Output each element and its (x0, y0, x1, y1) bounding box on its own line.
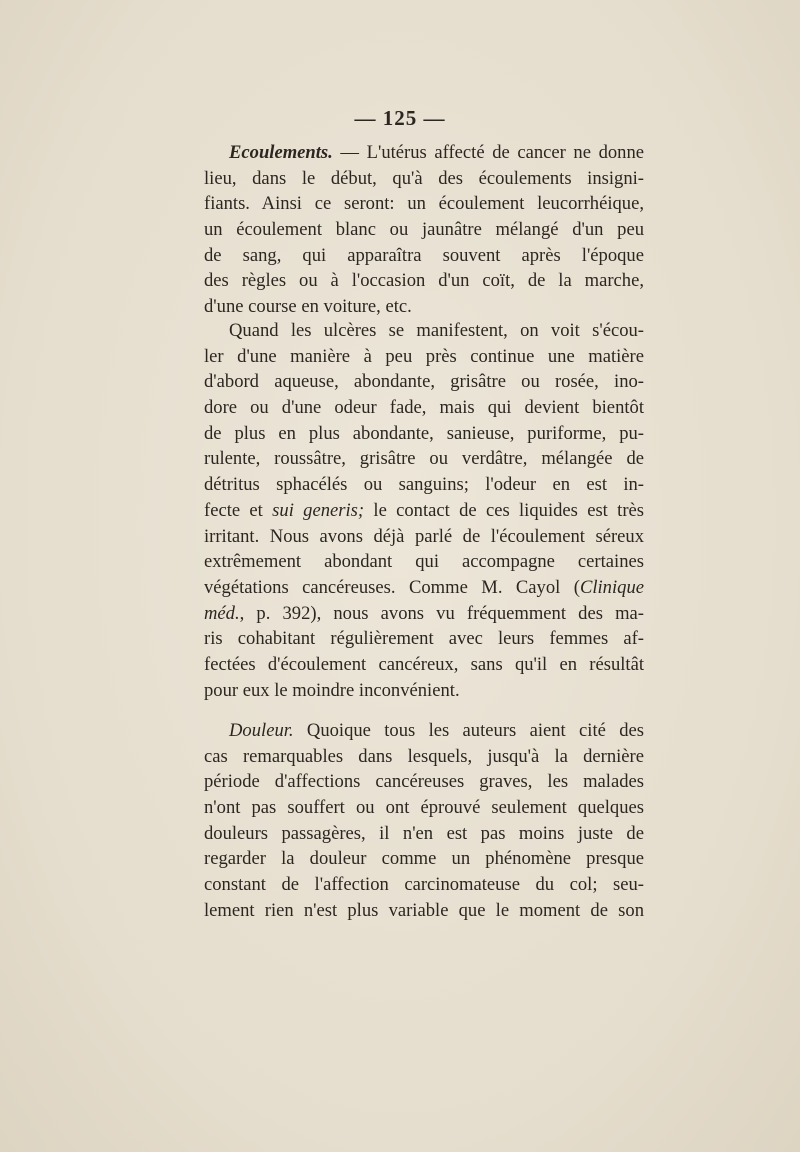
section-heading: Douleur. (229, 720, 294, 741)
text-line: de sang, qui apparaîtra souvent après l'époque (204, 244, 644, 266)
text-line: dore ou d'une odeur fade, mais qui devient bientôt (204, 397, 644, 419)
text-line: lement rien n'est plus variable que le moment de son (204, 899, 644, 921)
text-line: détritus sphacélés ou sanguins; l'odeur en est in- (204, 474, 644, 496)
text-line: d'abord aqueuse, abondante, grisâtre ou rosée, ino- (204, 371, 644, 393)
text-line: Quand les ulcères se manifestent, on voit s'écou- (229, 320, 644, 341)
text-line: d'une course en voiture, etc. (204, 296, 412, 318)
text-line: Ecoulements. — L'utérus affecté de cancer ne donne (229, 142, 645, 163)
text-line: regarder la douleur comme un phénomène presque (204, 848, 644, 870)
paragraph-ecoulements (204, 140, 644, 320)
paragraph-douleur (204, 718, 644, 924)
text-line: de plus en plus abondante, sanieuse, puriforme, pu- (204, 422, 644, 444)
text-line: fiants. Ainsi ce seront: un écoulement leucorrhéique, (204, 193, 644, 215)
text-line: un écoulement blanc ou jaunâtre mélangé d'un peu (204, 219, 644, 241)
text-line: Douleur. Quoique tous les auteurs aient cité des (229, 720, 644, 741)
text-line: rulente, roussâtre, grisâtre ou verdâtre, mélangée de (204, 448, 644, 470)
italic-phrase: sui generis; (272, 499, 365, 521)
text-line: cas remarquables dans lesquels, jusqu'à la dernière (204, 745, 644, 767)
text-line: pour eux le moindre inconvénient. (204, 679, 460, 701)
text-line: méd., p. 392), nous avons vu fréquemment des ma- (204, 602, 644, 624)
text-line: fectées d'écoulement cancéreux, sans qu'il en résultât (204, 653, 644, 675)
text-line: constant de l'affection carcinomateuse du col; seu- (204, 874, 644, 896)
paragraph-ulceres (204, 318, 644, 703)
text-line: lieu, dans le début, qu'à des écoulements insigni- (204, 167, 644, 189)
text-line: période d'affections cancéreuses graves, les malades (204, 771, 644, 793)
text-line: végétations cancéreuses. Comme M. Cayol (Clinique (204, 576, 644, 598)
text-line: extrêmement abondant qui accompagne certaines (204, 551, 644, 573)
text-line: ler d'une manière à peu près continue une matière (204, 345, 644, 367)
page-number: — 125 — (354, 106, 446, 130)
italic-citation: Clinique (579, 576, 644, 598)
text-line: irritant. Nous avons déjà parlé de l'écoulement séreux (204, 525, 644, 547)
section-heading: Ecoulements. (229, 142, 333, 163)
text-line: ris cohabitant régulièrement avec leurs femmes af- (204, 628, 644, 650)
text-line: des règles ou à l'occasion d'un coït, de la marche, (204, 270, 644, 292)
text-line: douleurs passagères, il n'en est pas moins juste de (204, 822, 644, 844)
text-line: n'ont pas souffert ou ont éprouvé seulement quelques (204, 797, 644, 819)
italic-citation: méd. (204, 602, 240, 624)
text-line: fecte et sui generis; le contact de ces liquides est très (204, 499, 644, 521)
